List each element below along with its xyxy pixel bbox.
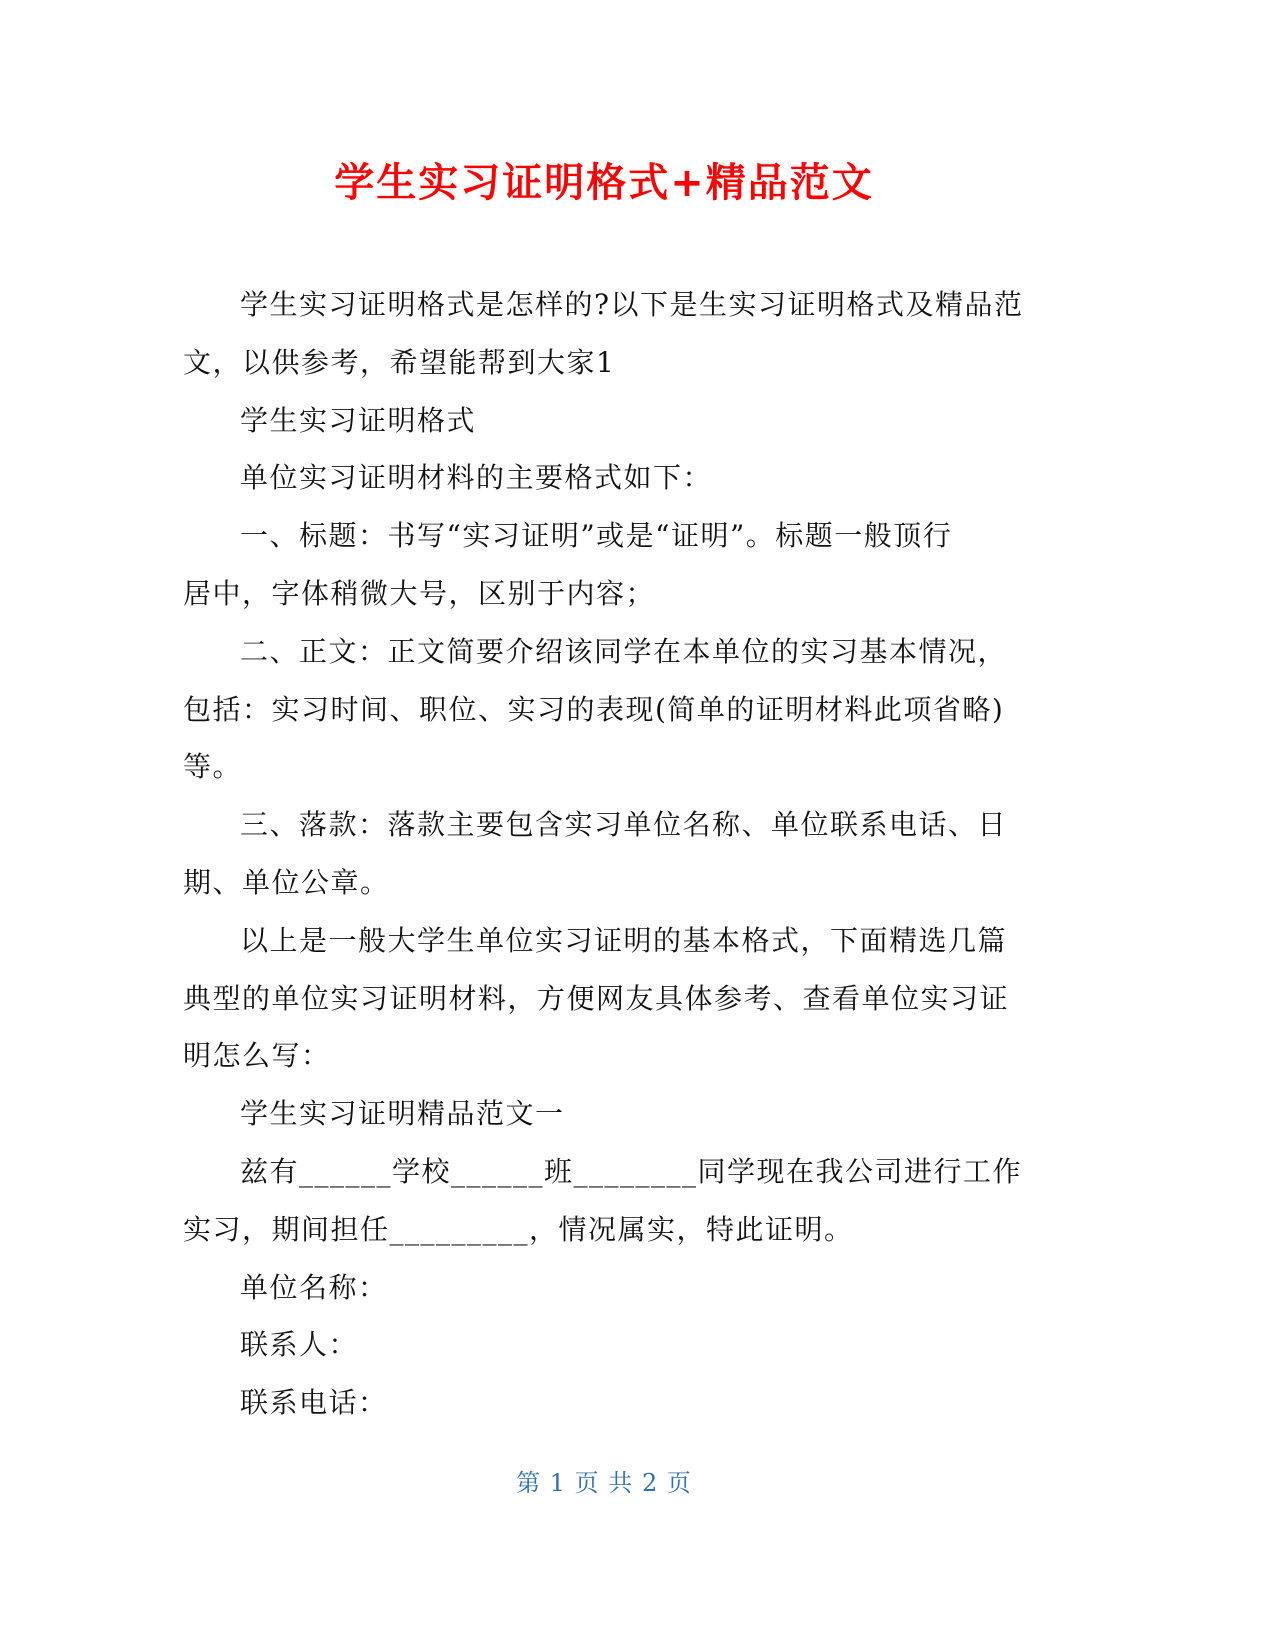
- text-line: 实习，期间担任_________，情况属实，特此证明。: [183, 1212, 854, 1246]
- text-line: 学生实习证明精品范文一: [240, 1097, 565, 1131]
- text-line: 文，以供参考，希望能帮到大家1: [183, 345, 616, 379]
- text-line: 明怎么写：: [183, 1039, 331, 1073]
- text-line: 学生实习证明格式是怎样的?以下是生实习证明格式及精品范: [240, 288, 1024, 321]
- document-title: 学生实习证明格式+精品范文: [334, 160, 874, 206]
- contact-person-field: [183, 1316, 1043, 1374]
- text-line: 典型的单位实习证明材料，方便网友具体参考、查看单位实习证: [183, 981, 1010, 1015]
- text-line: 学生实习证明格式: [240, 403, 477, 437]
- format-item-signature: [183, 796, 1043, 912]
- page-indicator: 第 1 页 共 2 页: [516, 1469, 692, 1497]
- summary-paragraph: [183, 912, 1043, 1085]
- text-line: 联系人：: [240, 1328, 359, 1362]
- contact-phone-field: [183, 1374, 1043, 1432]
- text-line: 以上是一般大学生单位实习证明的基本格式，下面精选几篇: [240, 923, 1008, 957]
- sample-body: [183, 1143, 1043, 1259]
- text-line: 等。: [183, 750, 243, 784]
- text-line: 联系电话：: [240, 1386, 388, 1420]
- sample-heading: [183, 1085, 1043, 1143]
- text-line: 二、正文：正文简要介绍该同学在本单位的实习基本情况，: [240, 634, 1008, 668]
- format-item-body: [183, 623, 1043, 796]
- intro-paragraph: [183, 276, 1043, 392]
- text-line: 单位实习证明材料的主要格式如下：: [240, 461, 713, 495]
- format-item-title: [183, 507, 1043, 623]
- text-line: 居中，字体稍微大号，区别于内容；: [183, 576, 656, 610]
- text-line: 三、落款：落款主要包含实习单位名称、单位联系电话、日: [240, 808, 1008, 842]
- document-body: [183, 276, 1043, 1432]
- unit-name-field: [183, 1259, 1043, 1317]
- text-line: 兹有______学校______班________同学现在我公司进行工作: [240, 1154, 1023, 1188]
- format-intro: [183, 449, 1043, 507]
- text-line: 单位名称：: [240, 1270, 388, 1304]
- text-line: 一、标题：书写“实习证明”或是“证明”。标题一般顶行: [240, 519, 953, 553]
- text-line: 包括：实习时间、职位、实习的表现(简单的证明材料此项省略): [183, 692, 1005, 726]
- text-line: 期、单位公章。: [183, 865, 390, 899]
- format-heading: [183, 392, 1043, 450]
